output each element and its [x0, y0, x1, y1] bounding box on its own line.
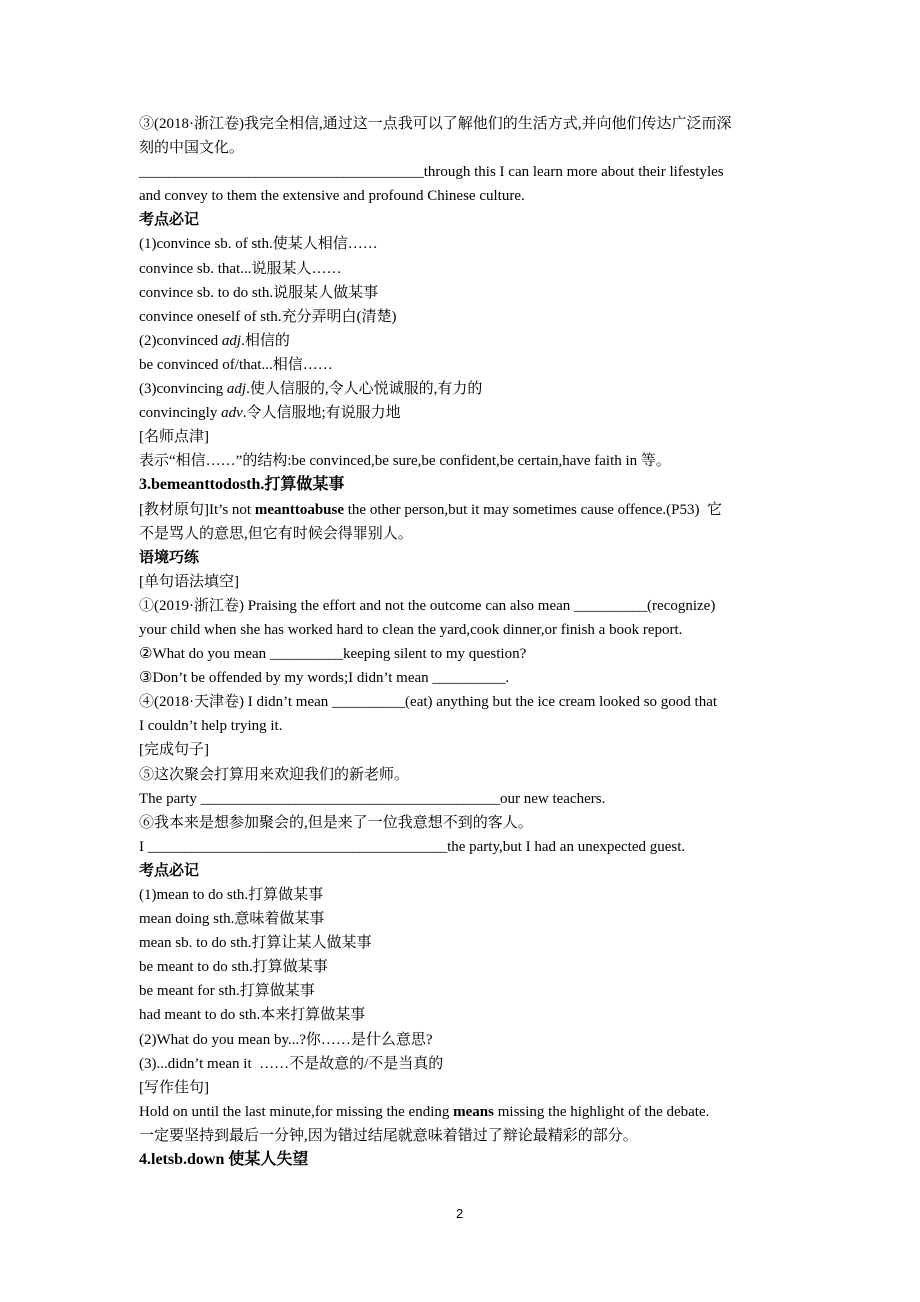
text-line [139, 473, 789, 497]
fill-in-blank: __________ [432, 670, 506, 687]
text-segment: Hold on until the last minute,for missing the ending [139, 1103, 454, 1120]
text-line [139, 738, 789, 762]
text-segment: .相信的 [241, 332, 290, 349]
text-segment: (2)What do you mean by...?你……是什么意思? [139, 1031, 433, 1048]
text-segment: convince sb. to do sth.说服某人做某事 [139, 284, 379, 301]
text-line [139, 666, 789, 690]
text-segment: be meant to do sth.打算做某事 [139, 959, 328, 976]
text-segment: ③(2018·浙江卷)我完全相信,通过这一点我可以了解他们的生活方式,并向他们传达广泛而深 [139, 116, 732, 132]
text-segment: mean sb. to do sth.打算让某人做某事 [139, 935, 372, 952]
text-segment: 表示“相信……”的结构:be convinced,be sure,be confident,be certain,have faith in 等。 [139, 453, 671, 470]
text-line [139, 281, 789, 305]
text-segment: had meant to do sth.本来打算做某事 [139, 1007, 366, 1024]
text-segment: 不是骂人的意思,但它有时候会得罪别人。 [139, 525, 413, 542]
text-segment: ②What do you mean [139, 646, 270, 663]
text-segment: 刻的中国文化。 [139, 140, 245, 157]
text-line [139, 835, 789, 859]
text-line [139, 546, 789, 570]
text-line [139, 1100, 789, 1124]
text-line [139, 498, 789, 522]
text-line [139, 1028, 789, 1052]
text-segment: keeping silent to my question? [342, 646, 527, 663]
text-segment: convincingly [139, 405, 222, 422]
text-segment: [写作佳句] [139, 1079, 209, 1096]
fill-in-blank: __________ [574, 597, 648, 614]
text-segment: meanttoabuse [254, 501, 344, 518]
section-heading: 4.letsb.down 使某人失望 [139, 1151, 309, 1169]
text-line [139, 136, 789, 160]
text-line [139, 1052, 789, 1076]
text-line [139, 714, 789, 738]
text-line [139, 690, 789, 714]
text-segment: (3)...didn’t mean it ……不是故意的/不是当真的 [139, 1055, 444, 1072]
text-segment: through this I can learn more about their lifestyles [423, 164, 724, 181]
text-segment: convince oneself of sth.充分弄明白(清楚) [139, 308, 397, 325]
text-line [139, 184, 789, 208]
text-line [139, 1076, 789, 1100]
text-segment: be meant for sth.打算做某事 [139, 983, 315, 1000]
text-line [139, 257, 789, 281]
text-segment: (eat) anything but the ice cream looked so good that [405, 694, 718, 711]
text-line [139, 305, 789, 329]
document-body [139, 112, 789, 1172]
text-line [139, 425, 789, 449]
text-line [139, 811, 789, 835]
text-segment: mean doing sth.意味着做某事 [139, 911, 325, 928]
text-line [139, 570, 789, 594]
text-segment: ④(2018·天津卷) I didn’t mean [139, 694, 333, 711]
text-line [139, 1003, 789, 1027]
text-line [139, 160, 789, 184]
text-segment: 一定要坚持到最后一分钟,因为错过结尾就意味着错过了辩论最精彩的部分。 [139, 1127, 638, 1144]
text-line [139, 112, 789, 136]
text-segment: The party [139, 790, 201, 807]
text-line [139, 522, 789, 546]
text-line [139, 353, 789, 377]
text-line [139, 449, 789, 473]
text-segment: the other person,but it may sometimes cause offence.(P53) 它 [344, 501, 722, 518]
text-segment: 考点必记 [139, 212, 200, 229]
text-segment: I [139, 838, 148, 855]
text-segment: ⑤这次聚会打算用来欢迎我们的新老师。 [139, 766, 410, 783]
text-line [139, 377, 789, 401]
text-segment: (1)convince sb. of sth.使某人相信…… [139, 236, 378, 253]
text-segment: . [505, 670, 510, 687]
text-segment: ⑥我本来是想参加聚会的,但是来了一位我意想不到的客人。 [139, 814, 533, 831]
text-segment: .令人信服地;有说服力地 [242, 405, 401, 422]
text-segment: our new teachers. [499, 790, 606, 807]
fill-in-blank: _________________________________________ [147, 838, 448, 855]
text-line [139, 1124, 789, 1148]
section-heading: 3.bemeanttodosth.打算做某事 [139, 476, 345, 494]
text-segment: (1)mean to do sth.打算做某事 [139, 887, 324, 903]
text-line [139, 642, 789, 666]
text-segment: 考点必记 [139, 862, 200, 879]
text-segment: .使人信服的,令人心悦诚服的,有力的 [246, 381, 483, 398]
text-segment: ①(2019·浙江卷) Praising the effort and not the outcome can also mean [139, 597, 575, 614]
text-line [139, 907, 789, 931]
text-segment: ③Don’t be offended by my words;I didn’t mean [139, 670, 433, 687]
text-segment: (3)convincing [139, 381, 227, 398]
text-line [139, 1148, 789, 1172]
text-segment: [完成句子] [139, 742, 209, 759]
text-segment: (2)convinced [139, 332, 222, 349]
text-line [139, 618, 789, 642]
text-segment: means [453, 1103, 494, 1120]
text-segment: adv [221, 405, 243, 422]
text-line [139, 955, 789, 979]
text-line [139, 401, 789, 425]
text-line [139, 594, 789, 618]
text-line [139, 208, 789, 232]
text-line [139, 859, 789, 883]
text-segment: and convey to them the extensive and profound Chinese culture. [139, 188, 525, 205]
text-line [139, 883, 789, 907]
text-line [139, 232, 789, 256]
text-segment: [教材原句]It’s not [139, 501, 255, 518]
text-segment: [名师点津] [139, 429, 209, 446]
text-line [139, 931, 789, 955]
text-segment: [单句语法填空] [139, 573, 239, 590]
fill-in-blank: _________________________________________ [200, 790, 500, 807]
text-segment: adj [221, 332, 242, 349]
text-segment: convince sb. that...说服某人…… [139, 260, 342, 277]
text-segment: I couldn’t help trying it. [139, 718, 283, 735]
fill-in-blank: _______________________________________ [139, 164, 424, 181]
text-line [139, 329, 789, 353]
text-line [139, 763, 789, 787]
text-segment: your child when she has worked hard to clean the yard,cook dinner,or finish a book report. [139, 621, 683, 638]
fill-in-blank: __________ [332, 694, 406, 711]
text-line [139, 787, 789, 811]
text-segment: missing the highlight of the debate. [493, 1103, 710, 1120]
text-line [139, 979, 789, 1003]
page-number: 2 [456, 1206, 464, 1221]
text-segment: (recognize) [647, 597, 716, 614]
text-segment: 语境巧练 [139, 549, 200, 566]
text-segment: the party,but I had an unexpected guest. [447, 838, 686, 855]
text-segment: adj [226, 381, 247, 398]
fill-in-blank: __________ [269, 646, 343, 663]
text-segment: be convinced of/that...相信…… [139, 356, 333, 373]
